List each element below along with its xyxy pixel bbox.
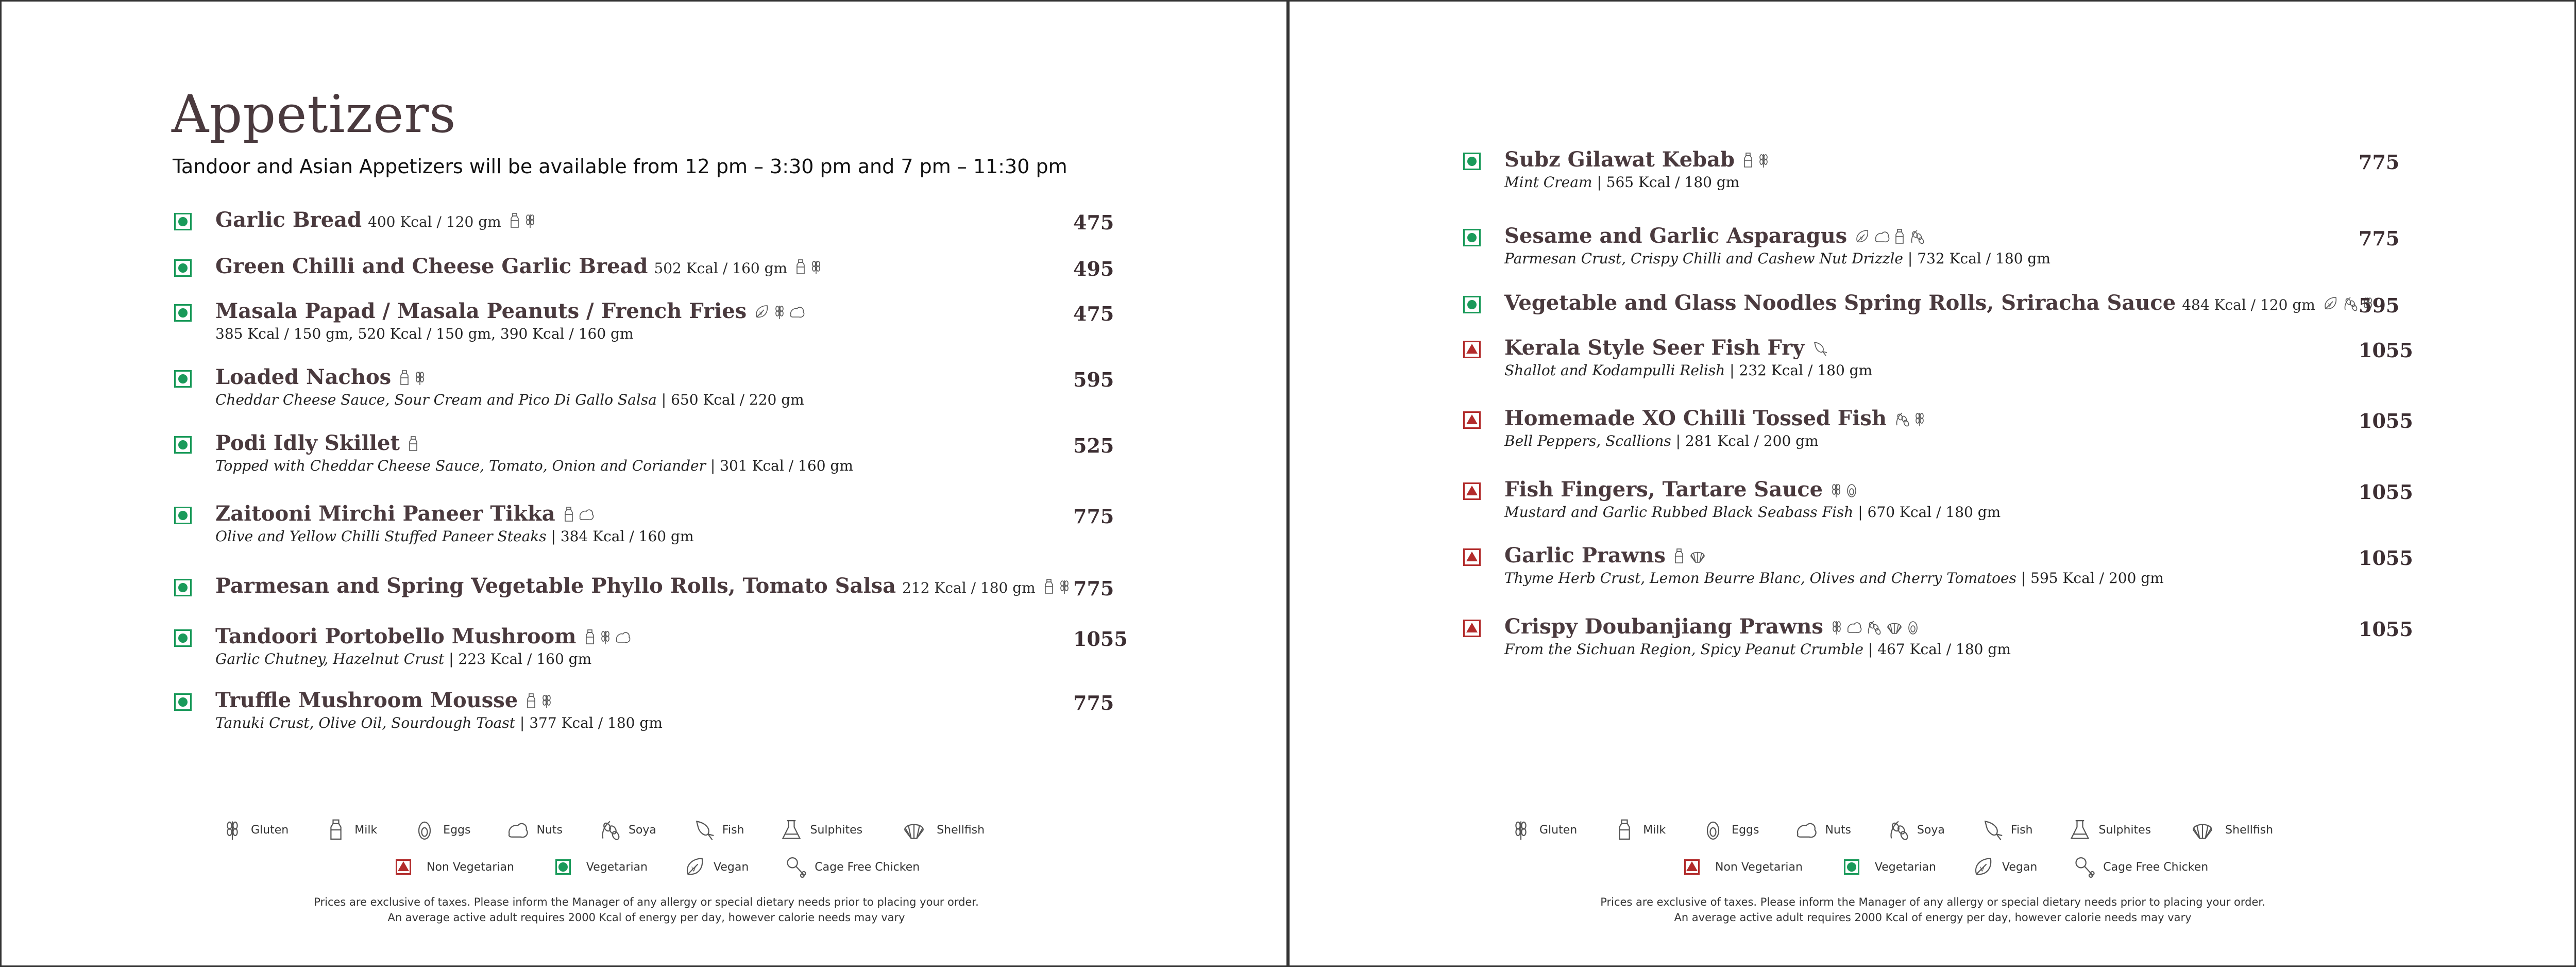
nuts-icon: [615, 629, 631, 645]
milk-icon: [1893, 228, 1906, 245]
gluten-icon: [810, 259, 822, 275]
item-price: 525: [1073, 434, 1114, 457]
gluten-icon: [1058, 578, 1071, 595]
fish-icon: [692, 819, 715, 841]
milk-icon: [794, 259, 807, 275]
item-price: 775: [1073, 505, 1114, 528]
item-price: 475: [1073, 302, 1114, 325]
vegan-icon: [684, 856, 706, 878]
soya-icon: [599, 819, 621, 841]
menu-item: [1504, 336, 1872, 379]
eggs-icon: [1702, 819, 1724, 841]
vegetarian-icon: [174, 436, 192, 454]
legend-label: Eggs: [443, 823, 471, 837]
vegan-icon: [2323, 295, 2339, 312]
milk-icon: [1613, 819, 1636, 841]
item-name: Subz Gilawat Kebab: [1504, 147, 1735, 172]
vegetarian-icon: [174, 693, 192, 711]
footer-line: Prices are exclusive of taxes. Please inform the Manager of any allergy or special dietary needs prior to placing your order.: [314, 896, 979, 908]
item-nutrition: | 650 Kcal / 220 gm: [656, 391, 804, 408]
menu-item: [1504, 543, 2164, 587]
item-description: Shallot and Kodampulli Relish: [1504, 362, 1725, 379]
vegetarian-icon: [1463, 296, 1481, 313]
legend-label: Cage Free Chicken: [815, 860, 920, 874]
item-price: 775: [1073, 577, 1114, 600]
sulphites-icon: [2069, 819, 2091, 841]
shellfish-icon: [1688, 548, 1707, 564]
item-name: Crispy Doubanjiang Prawns: [1504, 614, 1823, 639]
gluten-icon: [524, 212, 536, 229]
item-nutrition: | 595 Kcal / 200 gm: [2016, 570, 2164, 587]
menu-item: [215, 502, 694, 545]
legend-label: Gluten: [251, 823, 289, 837]
legend-label: Eggs: [1732, 823, 1759, 837]
menu-item: [1504, 406, 1926, 449]
menu-item: [215, 574, 1071, 598]
item-nutrition: 385 Kcal / 150 gm, 520 Kcal / 150 gm, 390 Kcal / 160 gm: [215, 325, 634, 342]
item-price: 775: [2359, 151, 2400, 174]
item-name: Zaitooni Mirchi Paneer Tikka: [215, 502, 555, 526]
item-name: Masala Papad / Masala Peanuts / French Fries: [215, 299, 747, 323]
shellfish-icon: [2187, 819, 2218, 841]
milk-icon: [584, 629, 596, 645]
legend-label: Vegan: [2002, 860, 2038, 874]
item-nutrition: 212 Kcal / 180 gm: [902, 579, 1036, 596]
footer-note: [2, 894, 1290, 925]
menu-item: [1504, 477, 2001, 521]
milk-icon: [407, 436, 419, 452]
legend-label: Vegan: [714, 860, 749, 874]
item-price: 1055: [2359, 480, 2413, 504]
gluten-icon: [1830, 482, 1842, 498]
milk-icon: [563, 506, 575, 523]
legend-label: Soya: [1917, 823, 1945, 837]
menu-item: [215, 431, 853, 474]
sulphites-icon: [780, 819, 803, 841]
item-price: 1055: [1073, 627, 1128, 651]
vegan-icon: [1854, 228, 1871, 245]
item-price: 1055: [2359, 409, 2413, 432]
gluten-icon: [1757, 152, 1770, 169]
milk-icon: [1742, 152, 1754, 169]
gluten-icon: [773, 304, 786, 320]
vegan-icon: [1972, 856, 1995, 878]
shellfish-icon: [899, 819, 929, 841]
item-nutrition: 400 Kcal / 120 gm: [368, 213, 501, 230]
allergen-legend: [1288, 819, 2576, 886]
item-nutrition: | 301 Kcal / 160 gm: [706, 457, 853, 474]
legend-label: Vegetarian: [1874, 860, 1936, 874]
item-nutrition: 502 Kcal / 160 gm: [654, 260, 788, 277]
gluten-icon: [599, 629, 612, 645]
cage-free-chicken-icon: [2073, 856, 2096, 878]
vegetarian-icon: [1463, 153, 1481, 170]
gluten-icon: [540, 693, 553, 709]
vegetarian-icon: [174, 213, 192, 230]
fish-icon: [1981, 819, 2004, 841]
footer-line: An average active adult requires 2000 Kcal of energy per day, however calorie needs may vary: [1674, 911, 2192, 924]
page-title: Appetizers: [172, 84, 456, 144]
milk-icon: [1043, 578, 1055, 595]
item-description: Topped with Cheddar Cheese Sauce, Tomato, Onion and Coriander: [215, 457, 706, 474]
legend-label: Vegetarian: [586, 860, 648, 874]
menu-item: [1504, 224, 2050, 267]
menu-item: [215, 365, 804, 408]
item-name: Garlic Prawns: [1504, 543, 1666, 568]
item-price: 595: [1073, 368, 1114, 391]
item-name: Podi Idly Skillet: [215, 431, 400, 455]
soya-icon: [1909, 228, 1925, 245]
legend-label: Fish: [722, 823, 744, 837]
item-name: Loaded Nachos: [215, 365, 392, 389]
item-description: Parmesan Crust, Crispy Chilli and Cashew Nut Drizzle: [1504, 250, 1904, 267]
vegetarian-icon: [1463, 229, 1481, 246]
vegetarian-icon: [174, 259, 192, 277]
legend-label: Milk: [1643, 823, 1666, 837]
item-name: Homemade XO Chilli Tossed Fish: [1504, 406, 1887, 430]
item-price: 475: [1073, 211, 1114, 234]
item-price: 1055: [2359, 546, 2413, 570]
non-vegetarian-icon: [396, 859, 411, 875]
item-nutrition: | 565 Kcal / 180 gm: [1592, 174, 1740, 191]
eggs-icon: [1907, 619, 1919, 636]
right-menu-page: [1286, 0, 2576, 967]
shellfish-icon: [1885, 619, 1904, 636]
item-description: Mustard and Garlic Rubbed Black Seabass Fish: [1504, 504, 1854, 521]
vegan-icon: [754, 304, 770, 320]
item-description: Bell Peppers, Scallions: [1504, 432, 1671, 449]
non-vegetarian-icon: [1463, 620, 1481, 637]
item-name: Garlic Bread: [215, 208, 362, 232]
menu-item: [215, 254, 822, 278]
item-nutrition: 484 Kcal / 120 gm: [2182, 296, 2315, 313]
legend-label: Sulphites: [810, 823, 863, 837]
soya-icon: [1894, 411, 1910, 427]
item-nutrition: | 232 Kcal / 180 gm: [1725, 362, 1873, 379]
item-name: Truffle Mushroom Mousse: [215, 688, 518, 712]
allergen-legend: [2, 819, 1290, 886]
item-nutrition: | 467 Kcal / 180 gm: [1863, 641, 2011, 658]
cage-free-chicken-icon: [785, 856, 807, 878]
legend-label: Soya: [628, 823, 656, 837]
nuts-icon: [506, 819, 529, 841]
milk-icon: [325, 819, 347, 841]
footer-line: Prices are exclusive of taxes. Please inform the Manager of any allergy or special dietary needs prior to placing your order.: [1600, 896, 2265, 908]
legend-label: Non Vegetarian: [427, 860, 514, 874]
nuts-icon: [789, 304, 805, 320]
item-nutrition: | 223 Kcal / 160 gm: [444, 651, 592, 668]
milk-icon: [398, 370, 411, 386]
footer-note: [1288, 894, 2576, 925]
item-description: Garlic Chutney, Hazelnut Crust: [215, 651, 445, 668]
item-description: Mint Cream: [1504, 174, 1592, 191]
legend-label: Milk: [354, 823, 378, 837]
menu-item: [1504, 147, 1770, 191]
legend-label: Non Vegetarian: [1715, 860, 1803, 874]
menu-item: [215, 208, 536, 232]
gluten-icon: [414, 370, 426, 386]
menu-item: [1504, 614, 2011, 658]
item-name: Kerala Style Seer Fish Fry: [1504, 336, 1805, 360]
legend-label: Nuts: [536, 823, 563, 837]
item-name: Parmesan and Spring Vegetable Phyllo Rolls, Tomato Salsa: [215, 574, 896, 598]
item-name: Tandoori Portobello Mushroom: [215, 624, 577, 648]
milk-icon: [1673, 548, 1685, 564]
nuts-icon: [578, 506, 595, 523]
menu-item: [1504, 291, 2374, 315]
milk-icon: [509, 212, 521, 229]
item-price: 775: [2359, 227, 2400, 250]
vegetarian-icon: [174, 629, 192, 647]
non-vegetarian-icon: [1463, 411, 1481, 429]
legend-label: Sulphites: [2098, 823, 2151, 837]
eggs-icon: [1845, 482, 1858, 498]
item-price: 775: [1073, 691, 1114, 714]
menu-item: [215, 688, 663, 731]
non-vegetarian-icon: [1463, 341, 1481, 358]
item-description: From the Sichuan Region, Spicy Peanut Crumble: [1504, 641, 1863, 658]
legend-label: Gluten: [1539, 823, 1578, 837]
item-description: Tanuki Crust, Olive Oil, Sourdough Toast: [215, 714, 515, 731]
nuts-icon: [1795, 819, 1818, 841]
gluten-icon: [1831, 619, 1843, 636]
item-price: 1055: [2359, 618, 2413, 641]
non-vegetarian-icon: [1463, 548, 1481, 566]
gluten-icon: [1510, 819, 1532, 841]
item-description: Thyme Herb Crust, Lemon Beurre Blanc, Olives and Cherry Tomatoes: [1504, 570, 2016, 587]
vegetarian-icon: [174, 579, 192, 596]
non-vegetarian-icon: [1463, 482, 1481, 500]
soya-icon: [2342, 295, 2359, 312]
item-nutrition: | 384 Kcal / 160 gm: [546, 528, 694, 545]
vegetarian-icon: [174, 507, 192, 524]
item-name: Sesame and Garlic Asparagus: [1504, 224, 1848, 248]
soya-icon: [1866, 619, 1882, 636]
item-name: Fish Fingers, Tartare Sauce: [1504, 477, 1823, 502]
item-price: 495: [1073, 257, 1114, 280]
soya-icon: [1887, 819, 1910, 841]
legend-label: Shellfish: [937, 823, 985, 837]
footer-line: An average active adult requires 2000 Kcal of energy per day, however calorie needs may vary: [387, 911, 905, 924]
legend-label: Fish: [2010, 823, 2033, 837]
vegetarian-icon: [555, 859, 571, 875]
item-description: Cheddar Cheese Sauce, Sour Cream and Pico Di Gallo Salsa: [215, 391, 657, 408]
item-price: 1055: [2359, 339, 2413, 362]
item-nutrition: | 377 Kcal / 180 gm: [515, 714, 663, 731]
legend-label: Shellfish: [2225, 823, 2274, 837]
item-nutrition: | 670 Kcal / 180 gm: [1853, 504, 2001, 521]
milk-icon: [525, 693, 537, 709]
legend-label: Cage Free Chicken: [2103, 860, 2209, 874]
fish-icon: [1811, 340, 1828, 357]
legend-label: Nuts: [1825, 823, 1851, 837]
item-nutrition: | 281 Kcal / 200 gm: [1671, 432, 1819, 449]
item-name: Vegetable and Glass Noodles Spring Rolls, Sriracha Sauce: [1504, 291, 2176, 315]
service-hours-note: Tandoor and Asian Appetizers will be available from 12 pm – 3:30 pm and 7 pm – 11:30 pm: [173, 155, 1067, 178]
item-price: 595: [2359, 294, 2400, 317]
vegetarian-icon: [174, 370, 192, 388]
non-vegetarian-icon: [1684, 859, 1700, 875]
nuts-icon: [1874, 228, 1890, 245]
item-name: Green Chilli and Cheese Garlic Bread: [215, 254, 648, 278]
menu-item: [215, 624, 631, 668]
nuts-icon: [1846, 619, 1862, 636]
vegetarian-icon: [174, 304, 192, 322]
gluten-icon: [1913, 411, 1926, 427]
gluten-icon: [221, 819, 244, 841]
vegetarian-icon: [1844, 859, 1859, 875]
menu-item: [215, 299, 805, 342]
item-description: Olive and Yellow Chilli Stuffed Paneer Steaks: [215, 528, 547, 545]
item-nutrition: | 732 Kcal / 180 gm: [1903, 250, 2050, 267]
eggs-icon: [413, 819, 436, 841]
